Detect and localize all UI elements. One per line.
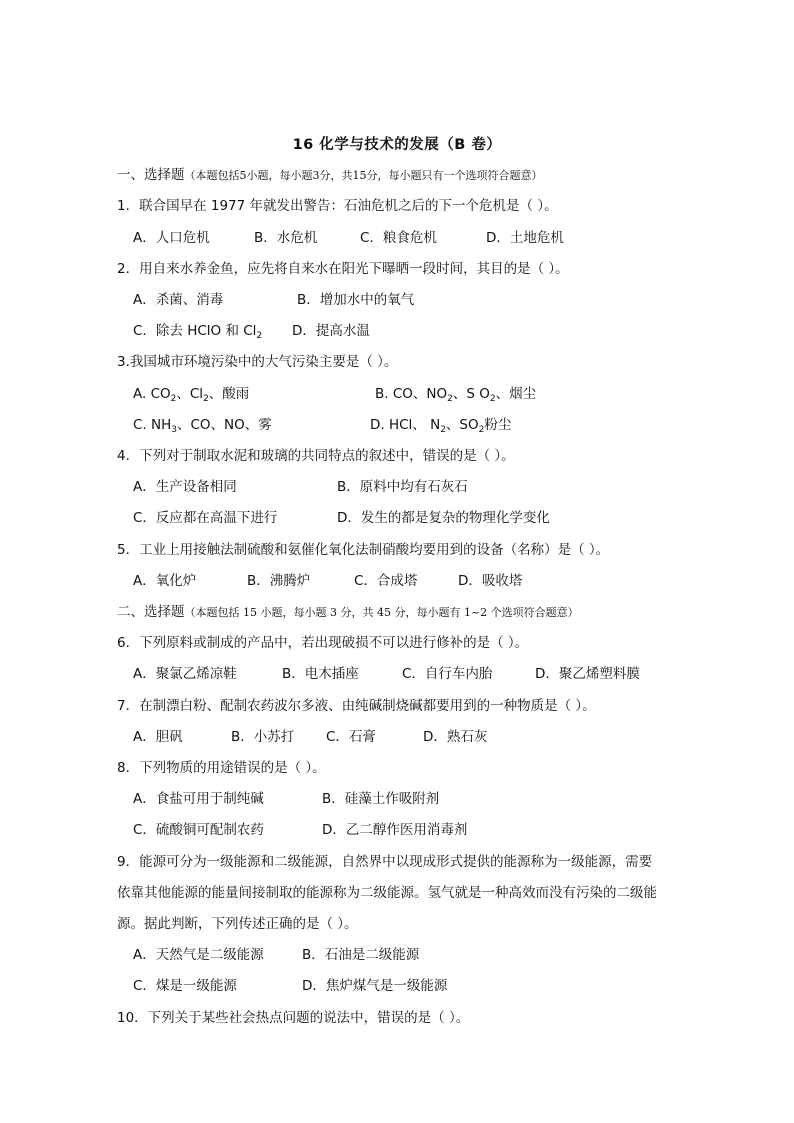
q5-option-d: D．吸收塔 [458, 573, 523, 589]
question-9-line-2: 依靠其他能源的能量间接制取的能源称为二级能源。氢气就是一种高效而没有污染的二级能 [117, 885, 657, 901]
q8-option-d: D．乙二醇作医用消毒剂 [322, 822, 468, 838]
q5-option-a: A．氧化炉 [133, 573, 197, 589]
question-9-line-1: 9．能源可分为一级能源和二级能源，自然界中以现成形式提供的能源称为一级能源，需要 [117, 854, 653, 870]
question-7: 7．在制漂白粉、配制农药波尔多液、由纯碱制烧碱都要用到的一种物质是（ ）。 [117, 698, 596, 714]
q5-option-c: C．合成塔 [354, 573, 418, 589]
q8-option-a: A．食盐可用于制纯碱 [133, 791, 264, 807]
q7-option-d: D．熟石灰 [423, 729, 488, 745]
q4-option-c: C．反应都在高温下进行 [133, 510, 278, 526]
q9-option-d: D．焦炉煤气是一级能源 [302, 978, 448, 994]
question-5: 5．工业上用接触法制硫酸和氨催化氧化法制硝酸均要用到的设备（名称）是（ ）。 [117, 542, 610, 558]
section-one-note: （本题包括5小题，每小题3分，共15分，每小题只有一个选项符合题意） [184, 169, 543, 182]
q8-option-c: C．硫酸铜可配制农药 [133, 822, 264, 838]
q9-option-a: A．天然气是二级能源 [133, 947, 264, 963]
section-two-note: （本题包括 15 小题，每小题 3 分，共 45 分，每小题有 1~2 个选项符合题意） [184, 606, 579, 619]
q4-option-b: B．原料中均有石灰石 [337, 479, 468, 495]
q6-option-d: D．聚乙烯塑料膜 [535, 666, 640, 682]
page-title: 16 化学与技术的发展（B 卷） [292, 137, 502, 153]
question-8: 8．下列物质的用途错误的是（ ）。 [117, 760, 326, 776]
q1-option-b: B．水危机 [254, 230, 318, 246]
q2-option-b: B．增加水中的氧气 [297, 292, 415, 308]
q2-option-d: D．提高水温 [292, 323, 370, 339]
q7-option-c: C．石膏 [326, 729, 376, 745]
q2-option-a: A．杀菌、消毒 [133, 292, 224, 308]
question-1: 1．联合国早在 1977 年就发出警告：石油危机之后的下一个危机是（ ）。 [117, 198, 558, 214]
q9-option-c: C．煤是一级能源 [133, 978, 237, 994]
q6-option-a: A．聚氯乙烯凉鞋 [133, 666, 237, 682]
question-10: 10．下列关于某些社会热点问题的说法中，错误的是（ ）。 [117, 1010, 470, 1026]
question-3: 3.我国城市环境污染中的大气污染主要是（ ）。 [117, 354, 398, 370]
section-two-heading: 二、选择题（本题包括 15 小题，每小题 3 分，共 45 分，每小题有 1~2 个选项符合题意） [117, 604, 579, 620]
q9-option-b: B．石油是二级能源 [302, 947, 420, 963]
q1-option-c: C．粮食危机 [360, 230, 437, 246]
q3-option-b: B. CO、$NO_2$、S $O_2$、烟尘 [375, 386, 537, 404]
q1-option-a: A．人口危机 [133, 230, 210, 246]
question-6: 6．下列原料或制成的产品中，若出现破损不可以进行修补的是（ ）。 [117, 635, 529, 651]
section-one-heading: 一、选择题（本题包括5小题，每小题3分，共15分，每小题只有一个选项符合题意） [117, 167, 543, 183]
q8-option-b: B．硅藻土作吸附剂 [322, 791, 440, 807]
q1-option-d: D．土地危机 [486, 230, 564, 246]
q2-option-c: C．除去 HClO 和 $Cl_2$ [133, 323, 263, 341]
question-9-line-3: 源。据此判断，下列传述正确的是（ ）。 [117, 916, 358, 932]
q4-option-d: D．发生的都是复杂的物理化学变化 [337, 510, 550, 526]
q3-option-d: D. HCl、 $N_2$、$SO_2$粉尘 [370, 417, 512, 435]
q7-option-a: A．胆矾 [133, 729, 183, 745]
q5-option-b: B．沸腾炉 [247, 573, 311, 589]
q6-option-c: C．自行车内胎 [402, 666, 493, 682]
question-4: 4．下列对于制取水泥和玻璃的共同特点的叙述中，错误的是（ ）。 [117, 448, 515, 464]
question-2: 2．用自来水养金鱼，应先将自来水在阳光下曝晒一段时间，其目的是（ ）。 [117, 261, 569, 277]
q4-option-a: A．生产设备相同 [133, 479, 237, 495]
q7-option-b: B．小苏打 [231, 729, 295, 745]
q3-option-c: C. $NH_3$、CO、NO、雾 [133, 417, 272, 435]
q6-option-b: B．电木插座 [282, 666, 359, 682]
q3-option-a: A. $CO_2$、$Cl_2$、酸雨 [133, 386, 250, 404]
